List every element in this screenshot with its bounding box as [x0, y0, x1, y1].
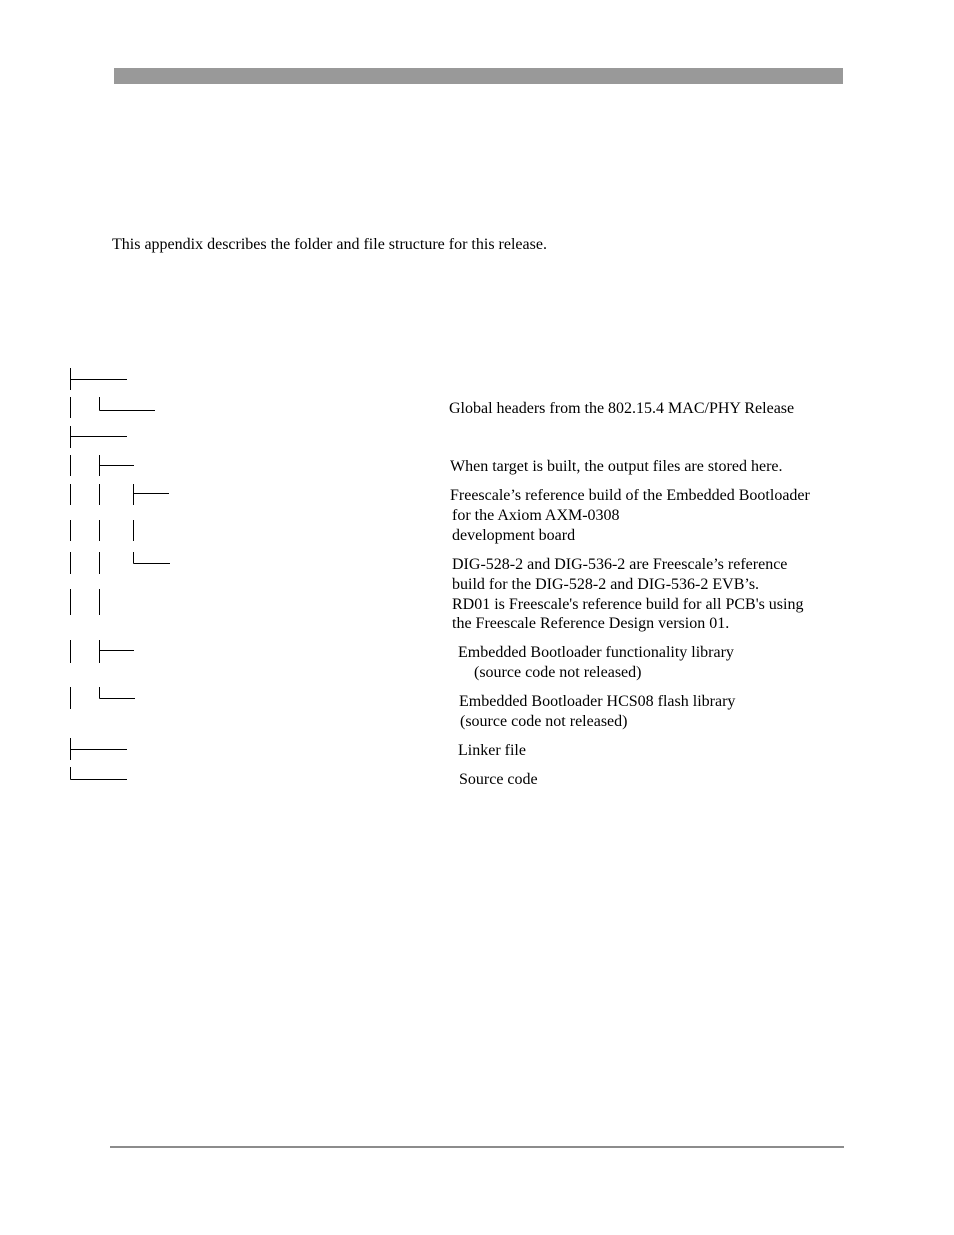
desc-axm-line2: for the Axiom AXM-0308: [452, 507, 620, 524]
desc-dig-line2: build for the DIG-528-2 and DIG-536-2 EVB’s.: [452, 576, 760, 593]
desc-axm-line1: Freescale’s reference build of the Embedded Bootloader: [450, 487, 810, 504]
desc-linker-file: Linker file: [458, 742, 526, 759]
desc-source-code: Source code: [459, 771, 538, 788]
desc-flash-lib-line2: (source code not released): [460, 713, 628, 730]
header-bar: [114, 68, 843, 84]
desc-func-lib-line1: Embedded Bootloader functionality library: [458, 644, 734, 661]
desc-dig-line4: the Freescale Reference Design version 01.: [452, 615, 730, 632]
desc-dig-line3: RD01 is Freescale's reference build for all PCB's using: [452, 596, 804, 613]
desc-func-lib-line2: (source code not released): [474, 664, 642, 681]
desc-target-output: When target is built, the output files are stored here.: [450, 458, 783, 475]
desc-flash-lib-line1: Embedded Bootloader HCS08 flash library: [459, 693, 736, 710]
desc-global-headers: Global headers from the 802.15.4 MAC/PHY Release: [449, 400, 795, 417]
desc-axm-line3: development board: [452, 527, 576, 544]
intro-paragraph: This appendix describes the folder and file structure for this release.: [112, 236, 547, 253]
footer-rule: [110, 1146, 844, 1148]
desc-dig-line1: DIG-528-2 and DIG-536-2 are Freescale’s reference: [452, 556, 788, 573]
